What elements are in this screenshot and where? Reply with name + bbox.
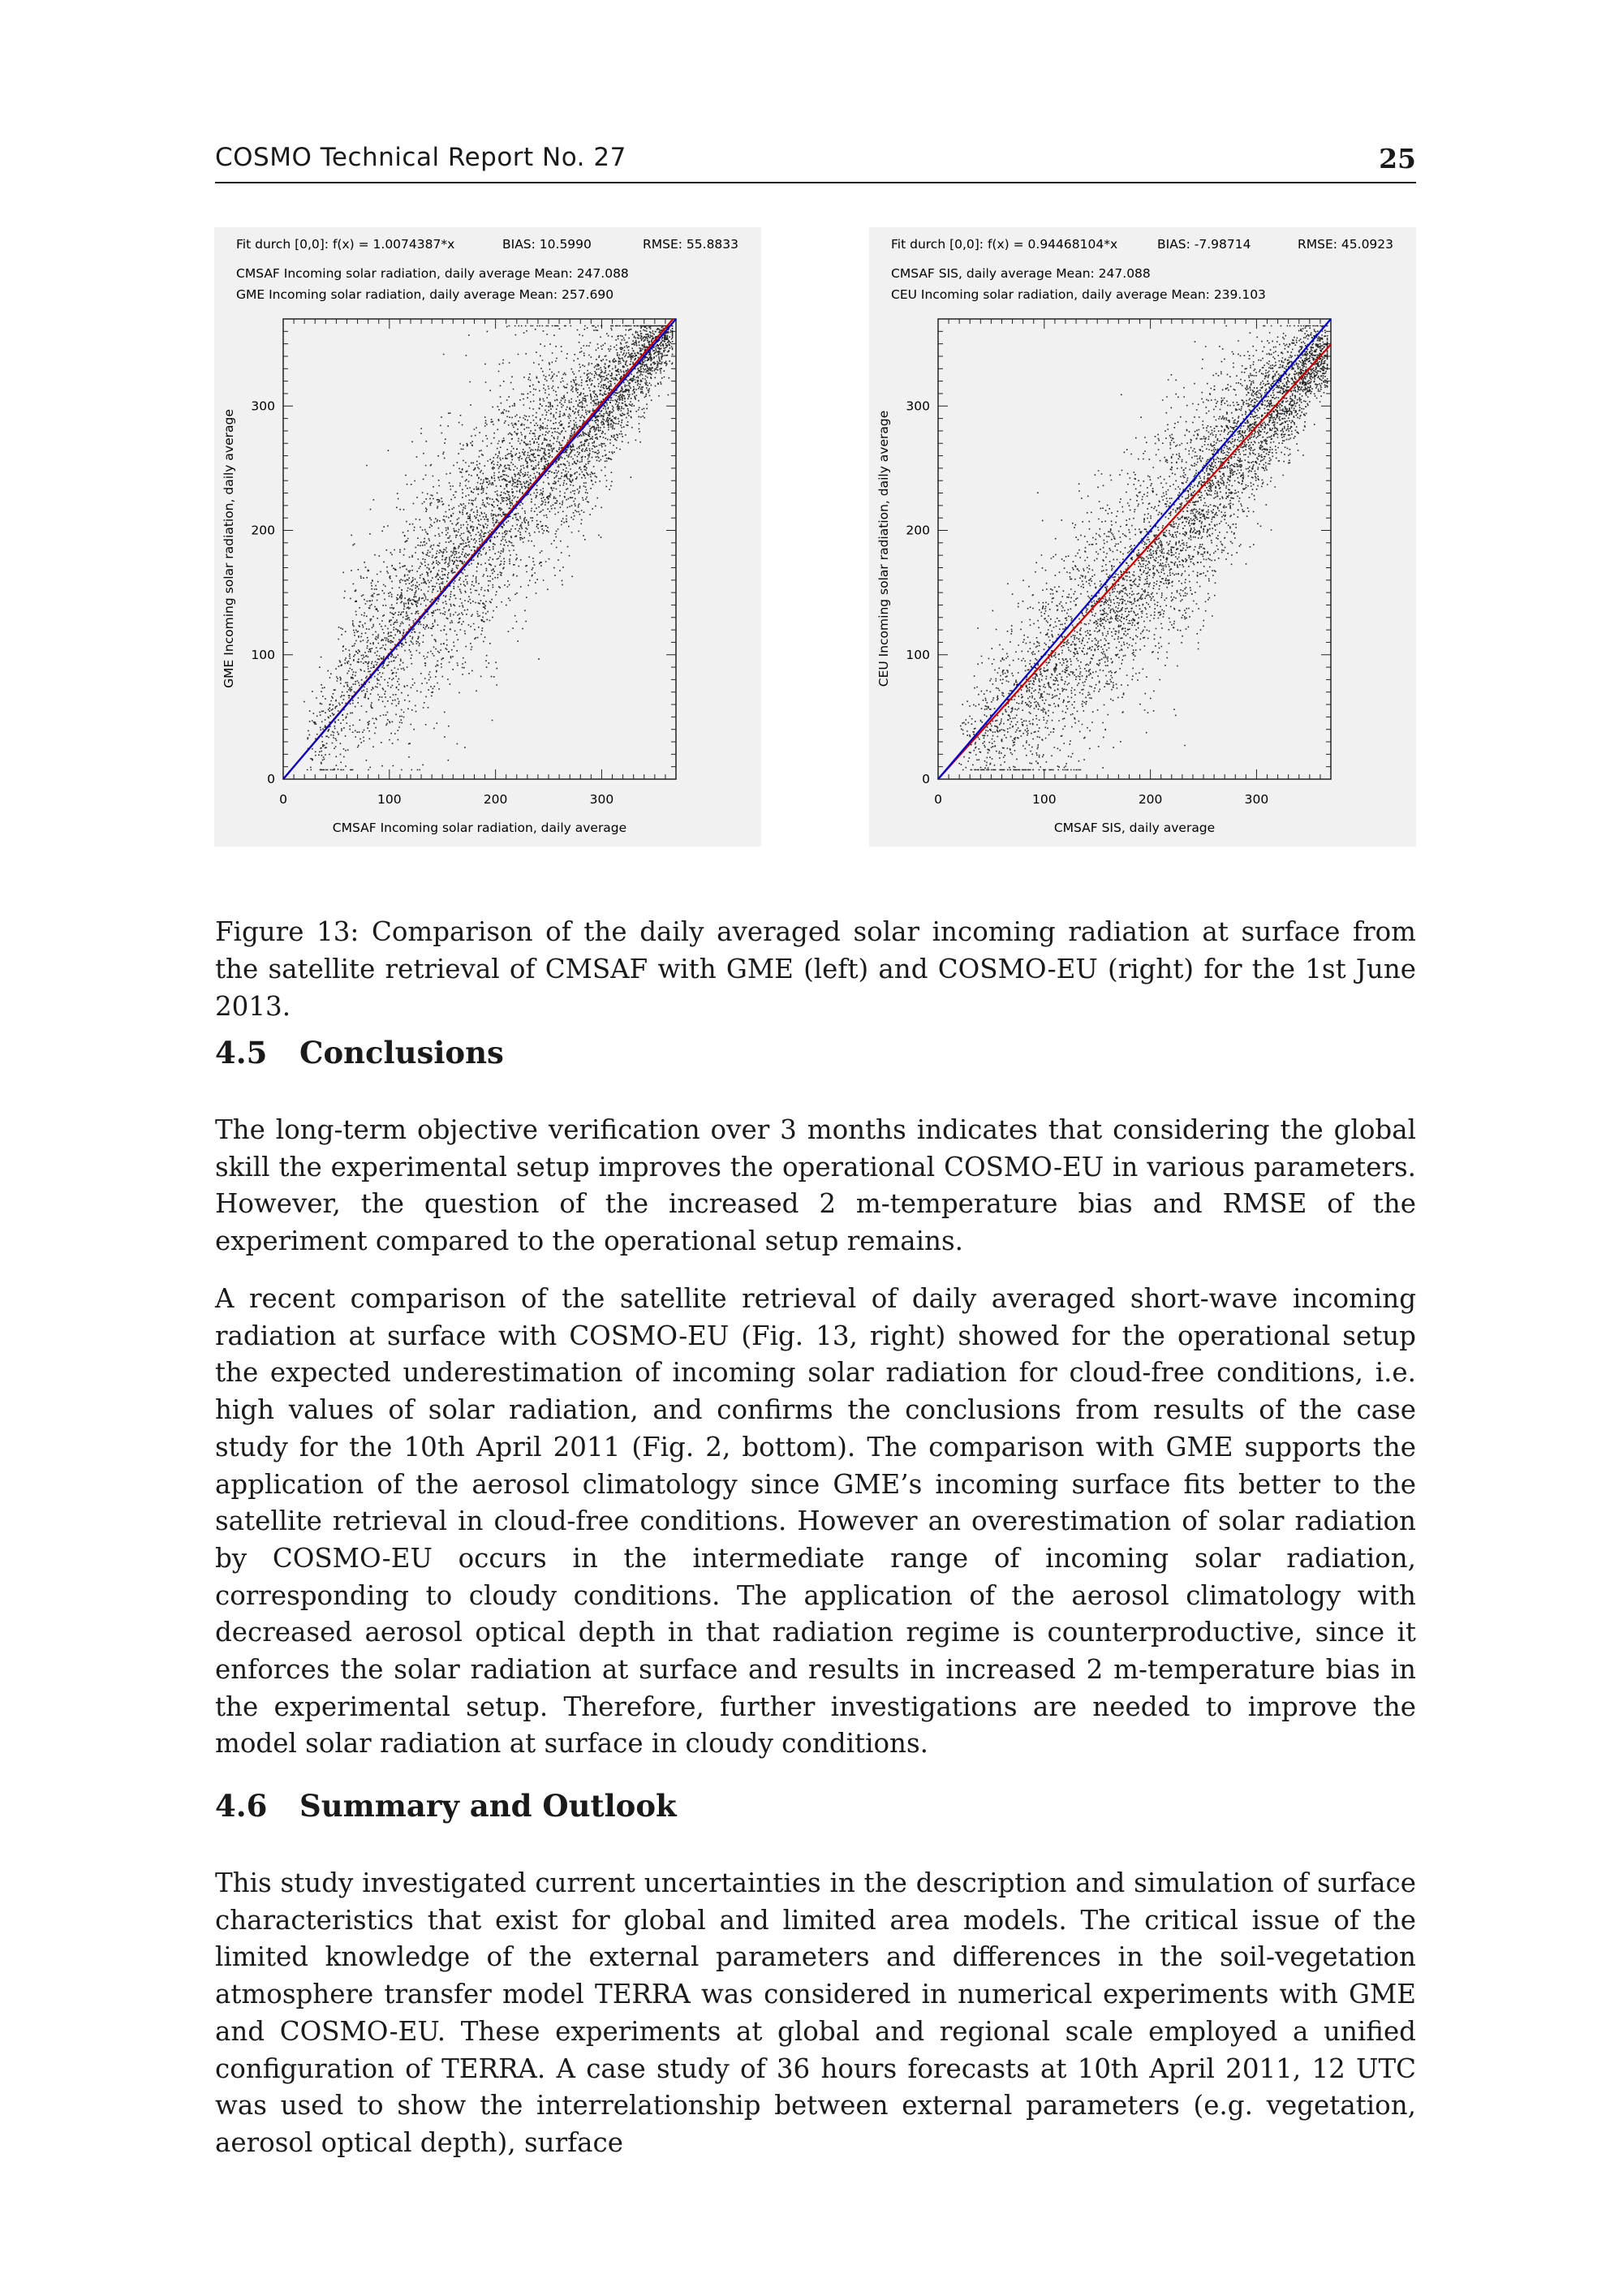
y-axis-label: CEU Incoming solar radiation, daily average [876,410,891,687]
y-tick-label: 100 [251,647,275,662]
y-tick-label: 100 [906,647,930,662]
section-number: 4.6 [215,1788,268,1824]
y-tick-label: 300 [906,398,930,414]
mean-line-2: CEU Incoming solar radiation, daily average Mean: 239.103 [891,287,1266,302]
scatter-chart-cosmo-eu [869,227,1416,846]
section-number: 4.5 [215,1035,268,1070]
x-axis-label: CMSAF SIS, daily average [1053,821,1216,835]
x-tick-label: 200 [483,792,508,807]
section-heading-conclusions [215,1035,504,1070]
section-title: Summary and Outlook [299,1788,677,1824]
mean-line-1: CMSAF SIS, daily average Mean: 247.088 [891,266,1151,281]
x-tick-label: 300 [589,792,614,807]
x-tick-label: 100 [377,792,402,807]
x-axis-label: CMSAF Incoming solar radiation, daily average [332,821,627,835]
figure-13-right-panel [869,227,1416,846]
bias-text: BIAS: -7.98714 [1157,237,1251,252]
mean-line-1: CMSAF Incoming solar radiation, daily average Mean: 247.088 [236,266,629,281]
fit-text: Fit durch [0,0]: f(x) = 0.94468104*x [891,237,1118,252]
section-heading-summary-outlook [215,1788,677,1824]
bias-text: BIAS: 10.5990 [502,237,592,252]
figure-13-left-panel [214,227,761,846]
x-tick-label: 0 [279,792,287,807]
paragraph: The long-term objective verification over 3 months indicates that considering the global skill the experimental setup improves the operational COSMO-EU in various parameters. However, the question of the increased 2 m-temperature bias and RMSE of the experiment compared to the operational setup remains. [215,1114,1416,1257]
y-tick-label: 0 [267,772,275,786]
report-title: COSMO Technical Report No. 27 [215,143,626,172]
page-number: 25 [1379,143,1416,174]
x-tick-label: 300 [1244,792,1269,807]
x-tick-label: 100 [1032,792,1057,807]
rmse-text: RMSE: 45.0923 [1298,237,1394,252]
fit-text: Fit durch [0,0]: f(x) = 1.0074387*x [236,237,455,252]
y-tick-label: 0 [922,772,930,786]
section-title: Conclusions [299,1035,504,1070]
running-header [215,143,1416,183]
figure-caption: Figure 13: Comparison of the daily averaged solar incoming radiation at surface from the satellite retrieval of CMSAF with GME (left) and COSMO-EU (right) for the 1st June 2013. [215,916,1416,1022]
scatter-chart-gme [214,227,761,846]
paragraph: A recent comparison of the satellite retrieval of daily averaged short-wave incoming radiation at surface with COSMO-EU (Fig. 13, right) showed for the operational setup the expected underestimation of incoming solar radiation for cloud-free conditions, i.e. high values of solar radiation, and confirms the conclusions from results of the case study for the 10th April 2011 (Fig. 2, bottom). The comparison with GME supports the application of the aerosol climatology since GME’s incoming surface fits better to the satellite retrieval in cloud-free conditions. However an overestimation of solar radiation by COSMO-EU occurs in the intermediate range of incoming solar radiation, corresponding to cloudy conditions. The application of the aerosol climatology with decreased aerosol optical depth in that radiation regime is counterproductive, since it enforces the solar radiation at surface and results in increased 2 m-temperature bias in the experimental setup. Therefore, further investigations are needed to improve the model solar radiation at surface in cloudy conditions. [215,1283,1416,1760]
y-tick-label: 300 [251,398,275,414]
y-tick-label: 200 [251,523,275,538]
paragraph: This study investigated current uncertainties in the description and simulation of surface characteristics that exist for global and limited area models. The critical issue of the limited knowledge of the external parameters and differences in the soil-vegetation atmosphere transfer model TERRA was considered in numerical experiments with GME and COSMO-EU. These experiments at global and regional scale employed a unified configuration of TERRA. A case study of 36 hours forecasts at 10th April 2011, 12 UTC was used to show the interrelationship between external parameters (e.g. vegetation, aerosol optical depth), surface [215,1867,1416,2158]
x-tick-label: 0 [934,792,942,807]
x-tick-label: 200 [1138,792,1163,807]
mean-line-2: GME Incoming solar radiation, daily average Mean: 257.690 [236,287,614,302]
y-tick-label: 200 [906,523,930,538]
rmse-text: RMSE: 55.8833 [643,237,739,252]
y-axis-label: GME Incoming solar radiation, daily average [222,409,236,688]
